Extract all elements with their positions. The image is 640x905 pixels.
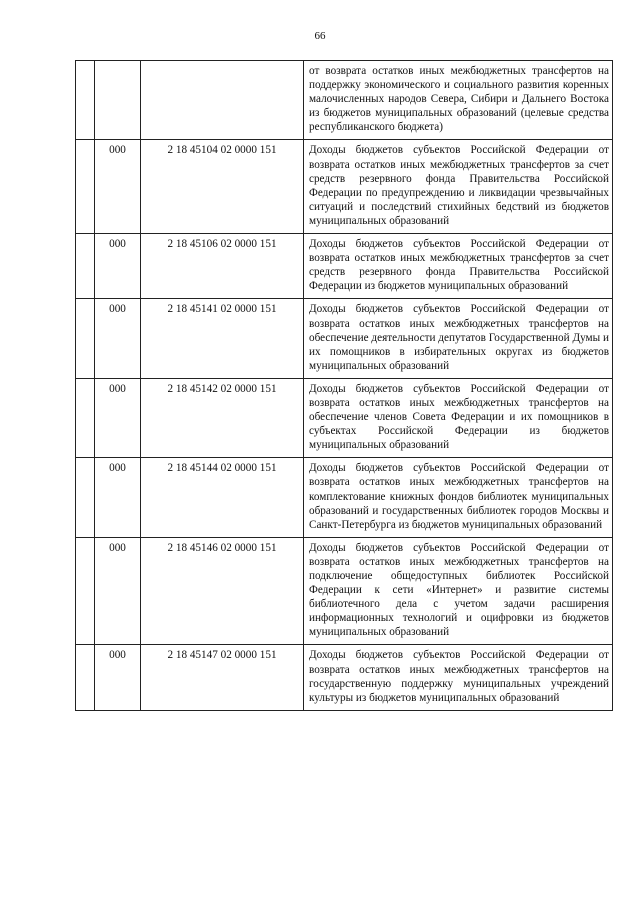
budget-code-cell: 2 18 45142 02 0000 151 [141, 378, 304, 457]
budget-code-cell: 2 18 45106 02 0000 151 [141, 234, 304, 299]
description-cell: Доходы бюджетов субъектов Российской Федерации от возврата остатков иных межбюджетных трансфертов на обеспечение членов Совета Федерации и их помощников в субъектах Российской Федерации из бюджетов муниципальных образований [304, 378, 613, 457]
admin-code-cell: 000 [95, 458, 141, 537]
admin-code-cell: 000 [95, 378, 141, 457]
description-cell: Доходы бюджетов субъектов Российской Федерации от возврата остатков иных межбюджетных трансфертов на государственную поддержку муниципальных учреждений культуры из бюджетов муниципальных образований [304, 645, 613, 710]
blank-cell [76, 537, 95, 645]
blank-cell [76, 61, 95, 140]
budget-code-cell: 2 18 45141 02 0000 151 [141, 299, 304, 378]
budget-code-cell: 2 18 45144 02 0000 151 [141, 458, 304, 537]
description-cell: Доходы бюджетов субъектов Российской Федерации от возврата остатков иных межбюджетных трансфертов на обеспечение деятельности депутатов Государственной Думы и их помощников в избирательных округах из бюджетов муниципальных образований [304, 299, 613, 378]
blank-cell [76, 378, 95, 457]
budget-code-cell: 2 18 45104 02 0000 151 [141, 140, 304, 234]
table-row [76, 378, 613, 457]
admin-code-cell: 000 [95, 537, 141, 645]
budget-code-cell [141, 61, 304, 140]
blank-cell [76, 234, 95, 299]
description-cell: Доходы бюджетов субъектов Российской Федерации от возврата остатков иных межбюджетных трансфертов на комплектование книжных фондов библиотек муниципальных образований и государственных библиотек городов Москвы и Санкт-Петербурга из бюджетов муниципальных образований [304, 458, 613, 537]
table-row [76, 299, 613, 378]
blank-cell [76, 299, 95, 378]
admin-code-cell: 000 [95, 234, 141, 299]
description-cell: от возврата остатков иных межбюджетных трансфертов на поддержку экономического и социального развития коренных малочисленных народов Севера, Сибири и Дальнего Востока из бюджетов муниципальных образований (целевые средства республиканского бюджета) [304, 61, 613, 140]
blank-cell [76, 458, 95, 537]
admin-code-cell: 000 [95, 645, 141, 710]
budget-code-cell: 2 18 45147 02 0000 151 [141, 645, 304, 710]
table-body [76, 61, 613, 711]
description-cell: Доходы бюджетов субъектов Российской Федерации от возврата остатков иных межбюджетных трансфертов на подключение общедоступных библиотек Российской Федерации к сети «Интернет» и развитие системы библиотечного дела с учетом задачи расширения информационных технологий и оцифровки из бюджетов муниципальных образований [304, 537, 613, 645]
admin-code-cell: 000 [95, 140, 141, 234]
description-cell: Доходы бюджетов субъектов Российской Федерации от возврата остатков иных межбюджетных трансфертов за счет средств резервного фонда Правительства Российской Федерации по предупреждению и ликвидации чрезвычайных ситуаций и последствий стихийных бедствий из бюджетов муниципальных образований [304, 140, 613, 234]
budget-classification-table [75, 60, 613, 711]
table-row [76, 645, 613, 710]
table-row [76, 140, 613, 234]
table-row [76, 537, 613, 645]
admin-code-cell [95, 61, 141, 140]
budget-code-cell: 2 18 45146 02 0000 151 [141, 537, 304, 645]
table-row [76, 458, 613, 537]
page-number: 66 [314, 30, 326, 42]
description-cell: Доходы бюджетов субъектов Российской Федерации от возврата остатков иных межбюджетных трансфертов за счет средств резервного фонда Правительства Российской Федерации из бюджетов муниципальных образований [304, 234, 613, 299]
table-row [76, 61, 613, 140]
admin-code-cell: 000 [95, 299, 141, 378]
blank-cell [76, 140, 95, 234]
table-row [76, 234, 613, 299]
blank-cell [76, 645, 95, 710]
